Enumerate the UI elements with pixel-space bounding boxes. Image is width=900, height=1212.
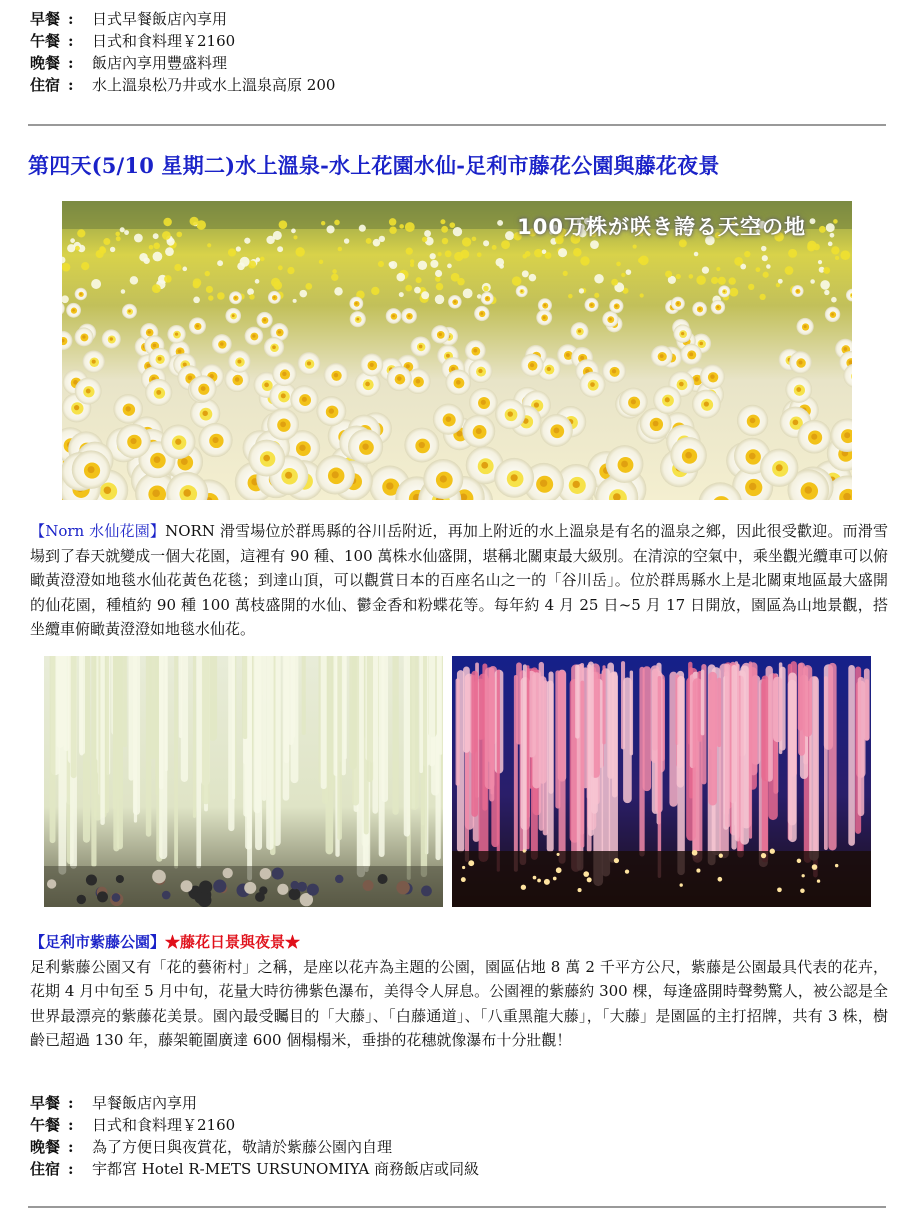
meal-value: 飯店內享用豐盛料理 — [92, 54, 228, 72]
meal-key: 午餐 — [30, 1116, 61, 1134]
meal-row: 早餐 : 早餐飯店內享用 — [30, 1094, 198, 1112]
pink-wisteria-night-photo — [452, 656, 871, 907]
meal-value: 早餐飯店內享用 — [92, 1094, 198, 1112]
ashikaga-body: 足利紫藤公園又有「花的藝術村」之稱，是座以花卉為主題的公園，園區佔地 8 萬 2 千平方公尺，紫藤是公園最具代表的花卉，花期 4 月中旬至 5 月中旬，花量大時彷彿紫色瀑布，美得令人屏息。公園裡的紫藤約 300 棵，每逢盛開時聲勢驚人，被公認是全世界最漂亮的紫藤花美景。園內最受矚目的「大藤」、「白藤通道」、「八重黑龍大藤」，「大藤」是園區的主打招牌，共有 3 株，樹齡已超過 130 年，藤架範圍廣達 600 個榻榻米，垂掛的花穗就像瀑布十分壯觀！ — [30, 957, 888, 1049]
meal-row: 午餐 : 日式和食料理￥2160 — [30, 32, 236, 50]
ashikaga-highlight: ★藤花日景與夜景★ — [165, 933, 301, 951]
meal-value: 日式和食料理￥2160 — [92, 1116, 236, 1134]
meal-value: 宇都宮 Hotel R-METS URSUNOMIYA 商務飯店或同級 — [92, 1160, 479, 1178]
white-wisteria-day-photo — [44, 656, 443, 907]
meal-key: 晚餐 — [30, 54, 61, 72]
hero-overlay-text: 100万株が咲き誇る天空の地 — [517, 215, 806, 239]
meal-row: 午餐 : 日式和食料理￥2160 — [30, 1116, 236, 1134]
meal-key: 午餐 — [30, 32, 61, 50]
meal-row: 晚餐 : 飯店內享用豐盛料理 — [30, 54, 228, 72]
meal-row: 住宿 : 宇都宮 Hotel R-METS URSUNOMIYA 商務飯店或同級 — [30, 1160, 479, 1178]
norn-body: NORN 滑雪場位於群馬縣的谷川岳附近，再加上附近的水上溫泉是有名的溫泉之鄉，因此很受歡迎。而滑雪場到了春天就變成一個大花園，這裡有 90 種、100 萬株水仙盛開，堪稱北關東最大級別。在清涼的空氣中，乘坐觀光纜車可以俯瞰黃澄澄如地毯水仙花黃色花毯；到達山頂，可以觀賞日本的百座名山之一的「谷川岳」。位於群馬縣水上是北關東地區最大盛開的仙花園，種植約 90 種 100 萬枝盛開的水仙、鬱金香和粉蝶花等。每年約 4 月 25 日~5 月 17 日開放，園區為山地景觀，搭坐纜車俯瞰黃澄澄如地毯水仙花。 — [30, 522, 888, 638]
meal-value: 日式和食料理￥2160 — [92, 32, 236, 50]
divider — [28, 124, 886, 126]
ashikaga-heading: 【足利市紫藤公園】 — [30, 933, 166, 951]
meal-key: 住宿 — [30, 76, 61, 94]
meal-value: 日式早餐飯店內享用 — [92, 10, 228, 28]
meal-value: 水上溫泉松乃井或水上溫泉高原 200 — [92, 76, 336, 94]
norn-heading: 【Norn 水仙花園】 — [30, 522, 166, 540]
meal-row: 住宿 : 水上溫泉松乃井或水上溫泉高原 200 — [30, 76, 336, 94]
daffodil-field-photo — [62, 201, 852, 500]
meal-key: 晚餐 — [30, 1138, 61, 1156]
norn-paragraph — [30, 519, 888, 642]
divider — [28, 1206, 886, 1208]
meal-key: 早餐 — [30, 1094, 61, 1112]
meal-key: 早餐 — [30, 10, 61, 28]
meal-row: 早餐 : 日式早餐飯店內享用 — [30, 10, 228, 28]
day-title: 第四天(5/10 星期二)水上溫泉-水上花園水仙-足利市藤花公園與藤花夜景 — [28, 153, 720, 178]
meal-value: 為了方便日與夜賞花，敬請於紫藤公園內自理 — [92, 1138, 393, 1156]
bottom-meals — [30, 1092, 479, 1180]
meal-row: 晚餐 : 為了方便日與夜賞花，敬請於紫藤公園內自理 — [30, 1138, 393, 1156]
top-meals — [30, 8, 335, 96]
ashikaga-paragraph — [30, 930, 888, 1053]
meal-key: 住宿 — [30, 1160, 61, 1178]
